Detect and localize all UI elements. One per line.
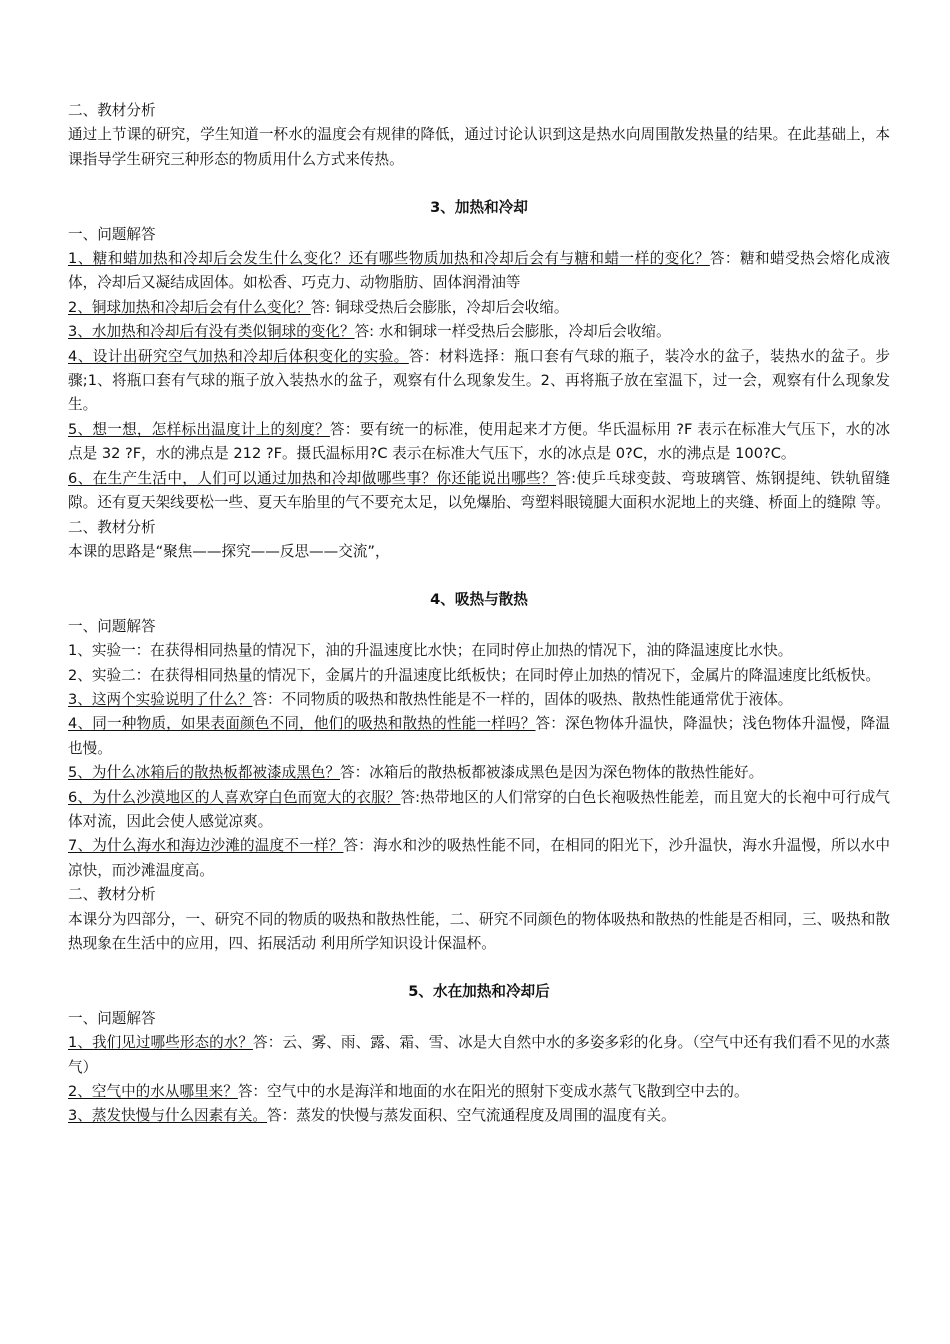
qa-item: [68, 761, 890, 785]
question: 5、想一想，怎样标出温度计上的刻度？: [68, 420, 330, 438]
question: 7、为什么海水和海边沙滩的温度不一样？: [68, 837, 344, 855]
section-title: 二、教材分析: [68, 102, 156, 119]
question: 5、为什么冰箱后的散热板都被漆成黑色？: [68, 764, 340, 782]
document-page: [68, 99, 890, 1129]
answer: 答：材料选择：瓶口套有气球的瓶子，装冷水的盆子，装热水的盆子。步骤;1、将瓶口套有气球的瓶子放入装热水的盆子，观察有什么现象发生。2、再将瓶子放在室温下，过一会，观察有什么现象发生。: [68, 347, 890, 414]
answer: 答：云、雾、雨、露、霜、雪、冰是大自然中水的多姿多彩的化身。（空气中还有我们看不见的水蒸气）: [68, 1034, 890, 1076]
lesson-4-heading: 4、吸热与散热: [430, 591, 528, 609]
qa-item: [68, 1080, 890, 1104]
paragraph: 通过上节课的研究，学生知道一杯水的温度会有规律的降低，通过讨论认识到这是热水向周围散发热量的结果。在此基础上，本课指导学生研究三种形态的物质用什么方式来传热。: [68, 126, 890, 168]
answer: 答：蒸发的快慢与蒸发面积、空气流通程度及周围的温度有关。: [267, 1107, 676, 1125]
qa-item: [68, 1104, 890, 1128]
answer: 答:热带地区的人们常穿的白色长袍吸热性能差，而且宽大的长袍中可行成气体对流，因此会使人感觉凉爽。: [68, 788, 891, 830]
paragraph: 本课分为四部分，一、研究不同的物质的吸热和散热性能，二、研究不同颜色的物体吸热和散热的性能是否相同，三、吸热和散热现象在生活中的应用，四、拓展活动 利用所学知识设计保温杯。: [68, 910, 890, 952]
qa-item: [68, 418, 890, 467]
qa-item: [68, 834, 890, 883]
question: 2、空气中的水从哪里来？: [68, 1083, 238, 1101]
question: 1、我们见过哪些形态的水？: [68, 1034, 254, 1052]
qa-item: [68, 296, 890, 320]
section-title: 一、问题解答: [68, 225, 156, 243]
answer: 答：深色物体升温快，降温快；浅色物体升温慢，降温也慢。: [68, 715, 890, 757]
answer: 2、实验二：在获得相同热量的情况下，金属片的升温速度比纸板快；在同时停止加热的情况下，金属片的降温速度比纸板快。: [68, 666, 880, 684]
answer: 答：糖和蜡受热会熔化成液体，冷却后又凝结成固体。如松香、巧克力、动物脂肪、固体润滑油等: [68, 250, 890, 292]
answer: 1、实验一：在获得相同热量的情况下，油的升温速度比水快；在同时停止加热的情况下，油的降温速度比水快。: [68, 642, 793, 660]
question: 4、设计出研究空气加热和冷却后体积变化的实验。: [68, 347, 409, 365]
section-title: 一、问题解答: [68, 1009, 156, 1027]
lesson-3-heading: 3、加热和冷却: [430, 199, 528, 217]
qa-item: [68, 639, 890, 663]
answer: 答：要有统一的标准，使用起来才方便。华氏温标用 ?F 表示在标准大气压下，水的冰点是 32 ?F，水的沸点是 212 ?F。摄氏温标用?C 表示在标准大气压下，水的冰点是 0?C，水的沸点是 100?C。: [68, 420, 890, 463]
section-title: 二、教材分析: [68, 886, 156, 904]
answer: 答：空气中的水是海洋和地面的水在阳光的照射下变成水蒸气飞散到空中去的。: [237, 1083, 749, 1101]
qa-item: [68, 664, 890, 688]
section-title: 一、问题解答: [68, 617, 156, 635]
answer: 答: 水和铜球一样受热后会膨胀，冷却后会收缩。: [354, 323, 671, 341]
section-title: 二、教材分析: [68, 518, 156, 536]
qa-item: [68, 467, 890, 516]
question: 3、水加热和冷却后有没有类似铜球的变化？: [68, 323, 355, 341]
qa-item: [68, 1031, 890, 1080]
question: 3、蒸发快慢与什么因素有关。: [68, 1107, 268, 1125]
qa-item: [68, 712, 890, 761]
question: 2、铜球加热和冷却后会有什么变化？: [68, 298, 311, 316]
question: 3、这两个实验说明了什么？: [68, 690, 253, 708]
qa-item: [68, 320, 890, 344]
qa-item: [68, 345, 890, 418]
answer: 答：不同物质的吸热和散热性能是不一样的，固体的吸热、散热性能通常优于液体。: [252, 690, 793, 708]
question: 4、同一种物质，如果表面颜色不同，他们的吸热和散热的性能一样吗？: [68, 715, 536, 733]
answer: 答：海水和沙的吸热性能不同，在相同的阳光下，沙升温快，海水升温慢，所以水中凉快，而沙滩温度高。: [68, 837, 890, 879]
lesson-5-heading: 5、水在加热和冷却后: [408, 983, 550, 1001]
qa-item: [68, 247, 890, 296]
answer: 答:使乒乓球变鼓、弯玻璃管、炼钢提纯、铁轨留缝隙。还有夏天架线要松一些、夏天车胎里的气不要充太足，以免爆胎、弯塑料眼镜腿大面积水泥地上的夹缝、桥面上的缝隙 等。: [68, 469, 890, 512]
answer: 答：冰箱后的散热板都被漆成黑色是因为深色物体的散热性能好。: [339, 764, 764, 782]
question: 6、为什么沙漠地区的人喜欢穿白色而宽大的衣服？: [68, 788, 401, 806]
question: 1、糖和蜡加热和冷却后会发生什么变化？还有哪些物质加热和冷却后会有与糖和蜡一样的变化？: [68, 250, 710, 268]
paragraph: 本课的思路是“聚焦——探究——反思——交流”，: [68, 542, 390, 560]
question: 6、在生产生活中，人们可以通过加热和冷却做哪些事？你还能说出哪些？: [68, 469, 557, 487]
answer: 答: 铜球受热后会膨胀，冷却后会收缩。: [310, 298, 569, 316]
qa-item: [68, 786, 890, 835]
qa-item: [68, 688, 890, 712]
